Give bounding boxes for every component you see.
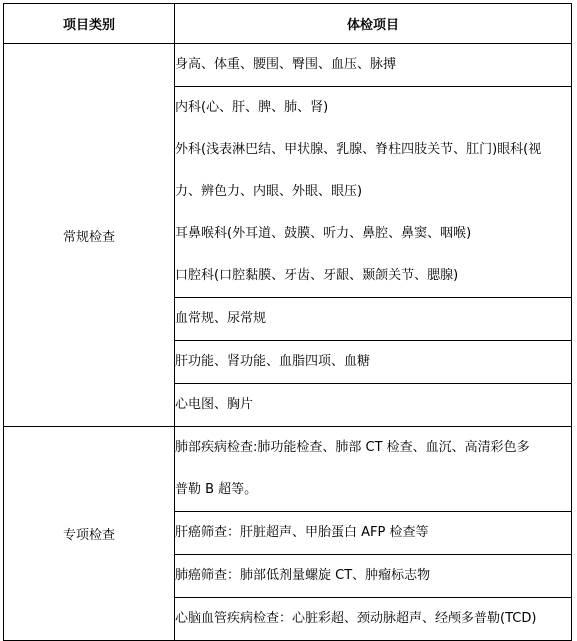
item-cell	[175, 598, 572, 641]
header-items: 体检项目	[175, 4, 572, 44]
category-cell-routine: 常规检查	[4, 44, 175, 427]
item-line: 肝功能、肾功能、血脂四项、血糖	[175, 354, 371, 369]
item-line: 外科(浅表淋巴结、甲状腺、乳腺、脊柱四肢关节、肛门)眼科(视	[175, 142, 542, 157]
item-cell	[175, 44, 572, 87]
item-cell	[175, 341, 572, 384]
header-category: 项目类别	[4, 4, 175, 44]
item-line: 口腔科(口腔黏膜、牙齿、牙龈、颞颌关节、腮腺)	[175, 268, 459, 283]
item-line: 肺癌筛查：肺部低剂量螺旋 CT、肿瘤标志物	[175, 568, 431, 583]
checkup-table	[3, 3, 572, 641]
item-cell	[175, 384, 572, 427]
item-cell	[175, 427, 572, 512]
table-row	[4, 44, 572, 87]
table-row	[4, 427, 572, 512]
header-row	[4, 4, 572, 44]
item-line: 内科(心、肝、脾、肺、肾)	[175, 100, 329, 115]
item-line: 身高、体重、腰围、臀围、血压、脉搏	[175, 57, 397, 72]
category-cell-special: 专项检查	[4, 427, 175, 641]
item-cell	[175, 512, 572, 555]
item-cell	[175, 87, 572, 298]
item-line: 力、辨色力、内眼、外眼、眼压)	[175, 184, 363, 199]
item-line: 血常规、尿常规	[175, 311, 267, 326]
item-line: 心脑血管疾病检查：心脏彩超、颈动脉超声、经颅多普勒(TCD)	[175, 611, 537, 626]
item-line: 心电图、胸片	[175, 397, 254, 412]
item-line: 肺部疾病检查:肺功能检查、肺部 CT 检查、血沉、高清彩色多	[175, 440, 530, 455]
item-line: 普勒 B 超等。	[175, 482, 258, 497]
item-line: 肝癌筛查：肝脏超声、甲胎蛋白 AFP 检查等	[175, 525, 429, 540]
item-line: 耳鼻喉科(外耳道、鼓膜、听力、鼻腔、鼻窦、咽喉)	[175, 226, 472, 241]
item-cell	[175, 298, 572, 341]
item-cell	[175, 555, 572, 598]
